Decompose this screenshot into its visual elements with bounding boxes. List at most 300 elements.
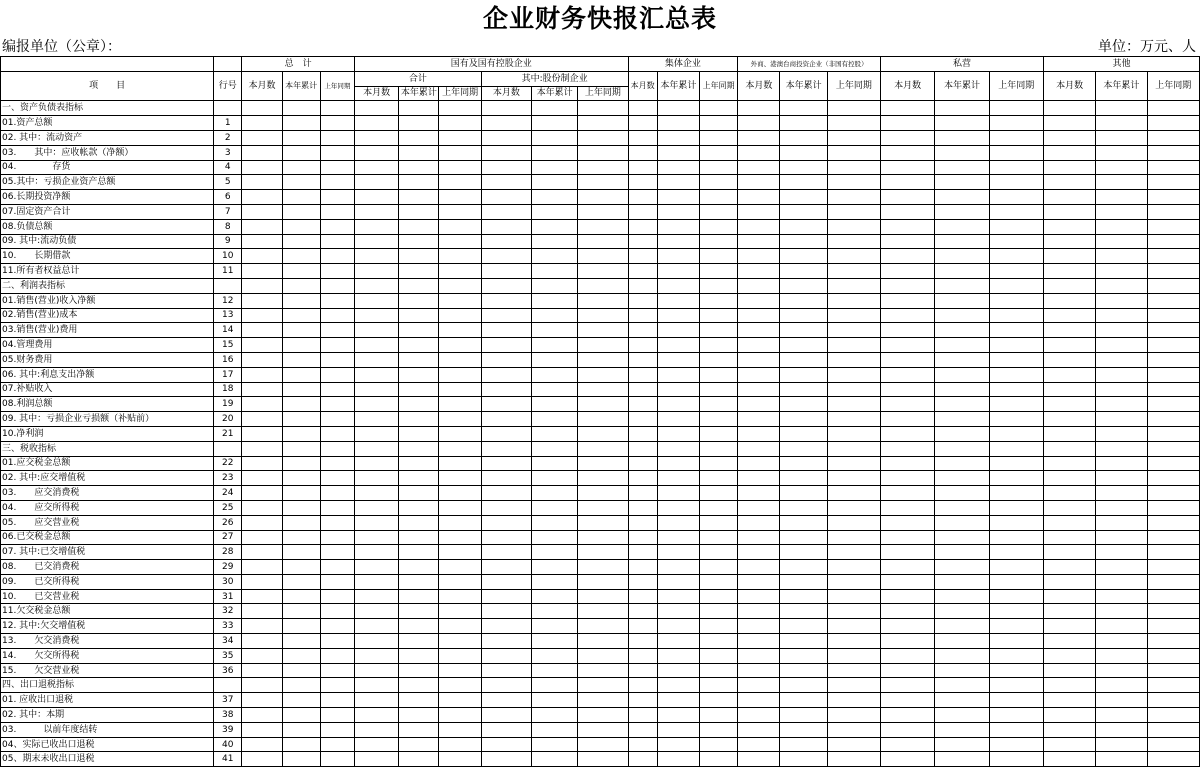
value-cell[interactable] [699, 604, 737, 619]
value-cell[interactable] [531, 397, 577, 412]
value-cell[interactable] [780, 101, 827, 116]
value-cell[interactable] [1096, 752, 1147, 767]
value-cell[interactable] [881, 619, 935, 634]
value-cell[interactable] [320, 190, 354, 205]
value-cell[interactable] [827, 486, 880, 501]
value-cell[interactable] [827, 708, 880, 723]
value-cell[interactable] [1096, 604, 1147, 619]
value-cell[interactable] [628, 367, 657, 382]
value-cell[interactable] [780, 367, 827, 382]
value-cell[interactable] [1043, 471, 1095, 486]
value-cell[interactable] [355, 471, 399, 486]
value-cell[interactable] [780, 663, 827, 678]
value-cell[interactable] [738, 367, 780, 382]
value-cell[interactable] [657, 619, 699, 634]
value-cell[interactable] [1043, 264, 1095, 279]
value-cell[interactable] [355, 293, 399, 308]
value-cell[interactable] [699, 352, 737, 367]
value-cell[interactable] [481, 752, 531, 767]
value-cell[interactable] [657, 589, 699, 604]
value-cell[interactable] [699, 293, 737, 308]
value-cell[interactable] [1043, 278, 1095, 293]
value-cell[interactable] [355, 722, 399, 737]
value-cell[interactable] [578, 500, 628, 515]
value-cell[interactable] [827, 278, 880, 293]
value-cell[interactable] [399, 219, 439, 234]
value-cell[interactable] [439, 367, 481, 382]
value-cell[interactable] [738, 219, 780, 234]
value-cell[interactable] [481, 545, 531, 560]
value-cell[interactable] [657, 264, 699, 279]
value-cell[interactable] [481, 249, 531, 264]
value-cell[interactable] [780, 352, 827, 367]
value-cell[interactable] [1147, 530, 1199, 545]
value-cell[interactable] [282, 530, 320, 545]
value-cell[interactable] [282, 204, 320, 219]
value-cell[interactable] [989, 648, 1043, 663]
value-cell[interactable] [578, 397, 628, 412]
value-cell[interactable] [881, 722, 935, 737]
value-cell[interactable] [935, 530, 989, 545]
value-cell[interactable] [355, 204, 399, 219]
value-cell[interactable] [282, 338, 320, 353]
value-cell[interactable] [399, 634, 439, 649]
value-cell[interactable] [439, 648, 481, 663]
value-cell[interactable] [657, 190, 699, 205]
value-cell[interactable] [657, 234, 699, 249]
value-cell[interactable] [578, 278, 628, 293]
value-cell[interactable] [827, 693, 880, 708]
value-cell[interactable] [320, 382, 354, 397]
value-cell[interactable] [282, 116, 320, 131]
value-cell[interactable] [355, 515, 399, 530]
value-cell[interactable] [628, 708, 657, 723]
value-cell[interactable] [935, 604, 989, 619]
value-cell[interactable] [481, 604, 531, 619]
value-cell[interactable] [989, 589, 1043, 604]
value-cell[interactable] [827, 382, 880, 397]
value-cell[interactable] [320, 634, 354, 649]
value-cell[interactable] [827, 130, 880, 145]
value-cell[interactable] [989, 278, 1043, 293]
value-cell[interactable] [481, 560, 531, 575]
value-cell[interactable] [399, 708, 439, 723]
value-cell[interactable] [282, 323, 320, 338]
value-cell[interactable] [578, 471, 628, 486]
value-cell[interactable] [481, 175, 531, 190]
value-cell[interactable] [399, 160, 439, 175]
value-cell[interactable] [989, 293, 1043, 308]
value-cell[interactable] [282, 249, 320, 264]
value-cell[interactable] [628, 471, 657, 486]
value-cell[interactable] [1147, 352, 1199, 367]
value-cell[interactable] [399, 545, 439, 560]
value-cell[interactable] [399, 693, 439, 708]
value-cell[interactable] [355, 278, 399, 293]
value-cell[interactable] [657, 130, 699, 145]
value-cell[interactable] [827, 752, 880, 767]
value-cell[interactable] [578, 708, 628, 723]
value-cell[interactable] [699, 486, 737, 501]
value-cell[interactable] [935, 515, 989, 530]
value-cell[interactable] [531, 426, 577, 441]
value-cell[interactable] [282, 219, 320, 234]
value-cell[interactable] [242, 293, 282, 308]
value-cell[interactable] [439, 204, 481, 219]
value-cell[interactable] [1147, 737, 1199, 752]
value-cell[interactable] [738, 101, 780, 116]
value-cell[interactable] [355, 338, 399, 353]
value-cell[interactable] [780, 249, 827, 264]
value-cell[interactable] [242, 412, 282, 427]
value-cell[interactable] [320, 308, 354, 323]
value-cell[interactable] [881, 441, 935, 456]
value-cell[interactable] [738, 560, 780, 575]
value-cell[interactable] [738, 204, 780, 219]
value-cell[interactable] [657, 308, 699, 323]
value-cell[interactable] [657, 634, 699, 649]
value-cell[interactable] [1096, 101, 1147, 116]
value-cell[interactable] [1043, 560, 1095, 575]
value-cell[interactable] [282, 545, 320, 560]
value-cell[interactable] [242, 737, 282, 752]
value-cell[interactable] [439, 663, 481, 678]
value-cell[interactable] [320, 752, 354, 767]
value-cell[interactable] [738, 130, 780, 145]
value-cell[interactable] [439, 589, 481, 604]
value-cell[interactable] [282, 752, 320, 767]
value-cell[interactable] [935, 160, 989, 175]
value-cell[interactable] [628, 456, 657, 471]
value-cell[interactable] [578, 619, 628, 634]
value-cell[interactable] [578, 604, 628, 619]
value-cell[interactable] [1043, 397, 1095, 412]
value-cell[interactable] [738, 338, 780, 353]
value-cell[interactable] [989, 264, 1043, 279]
value-cell[interactable] [242, 589, 282, 604]
value-cell[interactable] [399, 352, 439, 367]
value-cell[interactable] [738, 308, 780, 323]
value-cell[interactable] [881, 367, 935, 382]
value-cell[interactable] [738, 352, 780, 367]
value-cell[interactable] [1043, 708, 1095, 723]
value-cell[interactable] [628, 693, 657, 708]
value-cell[interactable] [657, 456, 699, 471]
value-cell[interactable] [628, 293, 657, 308]
value-cell[interactable] [738, 574, 780, 589]
value-cell[interactable] [989, 382, 1043, 397]
value-cell[interactable] [399, 441, 439, 456]
value-cell[interactable] [1043, 234, 1095, 249]
value-cell[interactable] [1043, 634, 1095, 649]
value-cell[interactable] [989, 486, 1043, 501]
value-cell[interactable] [320, 249, 354, 264]
value-cell[interactable] [1043, 589, 1095, 604]
value-cell[interactable] [242, 323, 282, 338]
value-cell[interactable] [531, 752, 577, 767]
value-cell[interactable] [1147, 545, 1199, 560]
value-cell[interactable] [355, 101, 399, 116]
value-cell[interactable] [628, 604, 657, 619]
value-cell[interactable] [578, 456, 628, 471]
value-cell[interactable] [657, 293, 699, 308]
value-cell[interactable] [355, 545, 399, 560]
value-cell[interactable] [881, 116, 935, 131]
value-cell[interactable] [320, 530, 354, 545]
value-cell[interactable] [827, 264, 880, 279]
value-cell[interactable] [738, 589, 780, 604]
value-cell[interactable] [282, 515, 320, 530]
value-cell[interactable] [439, 604, 481, 619]
value-cell[interactable] [989, 752, 1043, 767]
value-cell[interactable] [320, 486, 354, 501]
value-cell[interactable] [780, 693, 827, 708]
value-cell[interactable] [355, 308, 399, 323]
value-cell[interactable] [531, 722, 577, 737]
value-cell[interactable] [780, 486, 827, 501]
value-cell[interactable] [282, 367, 320, 382]
value-cell[interactable] [780, 441, 827, 456]
value-cell[interactable] [320, 678, 354, 693]
value-cell[interactable] [1096, 234, 1147, 249]
value-cell[interactable] [657, 175, 699, 190]
value-cell[interactable] [1147, 367, 1199, 382]
value-cell[interactable] [439, 486, 481, 501]
value-cell[interactable] [531, 708, 577, 723]
value-cell[interactable] [827, 722, 880, 737]
value-cell[interactable] [780, 589, 827, 604]
value-cell[interactable] [399, 604, 439, 619]
value-cell[interactable] [578, 293, 628, 308]
value-cell[interactable] [935, 204, 989, 219]
value-cell[interactable] [1147, 308, 1199, 323]
value-cell[interactable] [780, 160, 827, 175]
value-cell[interactable] [320, 708, 354, 723]
value-cell[interactable] [399, 530, 439, 545]
value-cell[interactable] [780, 219, 827, 234]
value-cell[interactable] [657, 752, 699, 767]
value-cell[interactable] [827, 545, 880, 560]
value-cell[interactable] [989, 204, 1043, 219]
value-cell[interactable] [881, 264, 935, 279]
value-cell[interactable] [657, 219, 699, 234]
value-cell[interactable] [780, 737, 827, 752]
value-cell[interactable] [628, 382, 657, 397]
value-cell[interactable] [628, 412, 657, 427]
value-cell[interactable] [738, 678, 780, 693]
value-cell[interactable] [481, 471, 531, 486]
value-cell[interactable] [399, 145, 439, 160]
value-cell[interactable] [780, 530, 827, 545]
value-cell[interactable] [439, 308, 481, 323]
value-cell[interactable] [242, 634, 282, 649]
value-cell[interactable] [355, 574, 399, 589]
value-cell[interactable] [578, 382, 628, 397]
value-cell[interactable] [531, 264, 577, 279]
value-cell[interactable] [1147, 219, 1199, 234]
value-cell[interactable] [282, 648, 320, 663]
value-cell[interactable] [578, 338, 628, 353]
value-cell[interactable] [282, 160, 320, 175]
value-cell[interactable] [399, 589, 439, 604]
value-cell[interactable] [282, 101, 320, 116]
value-cell[interactable] [935, 234, 989, 249]
value-cell[interactable] [989, 737, 1043, 752]
value-cell[interactable] [881, 634, 935, 649]
value-cell[interactable] [827, 530, 880, 545]
value-cell[interactable] [1096, 560, 1147, 575]
value-cell[interactable] [320, 604, 354, 619]
value-cell[interactable] [531, 116, 577, 131]
value-cell[interactable] [355, 234, 399, 249]
value-cell[interactable] [481, 456, 531, 471]
value-cell[interactable] [657, 604, 699, 619]
value-cell[interactable] [989, 693, 1043, 708]
value-cell[interactable] [1096, 338, 1147, 353]
value-cell[interactable] [481, 323, 531, 338]
value-cell[interactable] [242, 678, 282, 693]
value-cell[interactable] [699, 752, 737, 767]
value-cell[interactable] [399, 116, 439, 131]
value-cell[interactable] [531, 678, 577, 693]
value-cell[interactable] [578, 160, 628, 175]
value-cell[interactable] [780, 293, 827, 308]
value-cell[interactable] [935, 486, 989, 501]
value-cell[interactable] [1096, 456, 1147, 471]
value-cell[interactable] [989, 560, 1043, 575]
value-cell[interactable] [827, 648, 880, 663]
value-cell[interactable] [531, 145, 577, 160]
value-cell[interactable] [780, 500, 827, 515]
value-cell[interactable] [699, 589, 737, 604]
value-cell[interactable] [935, 619, 989, 634]
value-cell[interactable] [881, 486, 935, 501]
value-cell[interactable] [242, 175, 282, 190]
value-cell[interactable] [481, 116, 531, 131]
value-cell[interactable] [481, 663, 531, 678]
value-cell[interactable] [628, 160, 657, 175]
value-cell[interactable] [881, 160, 935, 175]
value-cell[interactable] [578, 752, 628, 767]
value-cell[interactable] [780, 560, 827, 575]
value-cell[interactable] [355, 663, 399, 678]
value-cell[interactable] [399, 397, 439, 412]
value-cell[interactable] [1147, 663, 1199, 678]
value-cell[interactable] [657, 249, 699, 264]
value-cell[interactable] [399, 663, 439, 678]
value-cell[interactable] [827, 574, 880, 589]
value-cell[interactable] [780, 308, 827, 323]
value-cell[interactable] [320, 441, 354, 456]
value-cell[interactable] [989, 441, 1043, 456]
value-cell[interactable] [699, 175, 737, 190]
value-cell[interactable] [439, 515, 481, 530]
value-cell[interactable] [399, 101, 439, 116]
value-cell[interactable] [399, 338, 439, 353]
value-cell[interactable] [699, 648, 737, 663]
value-cell[interactable] [628, 619, 657, 634]
value-cell[interactable] [989, 397, 1043, 412]
value-cell[interactable] [399, 264, 439, 279]
value-cell[interactable] [1096, 190, 1147, 205]
value-cell[interactable] [827, 190, 880, 205]
value-cell[interactable] [1096, 204, 1147, 219]
value-cell[interactable] [1043, 530, 1095, 545]
value-cell[interactable] [1147, 101, 1199, 116]
value-cell[interactable] [881, 648, 935, 663]
value-cell[interactable] [935, 352, 989, 367]
value-cell[interactable] [399, 574, 439, 589]
value-cell[interactable] [628, 145, 657, 160]
value-cell[interactable] [320, 234, 354, 249]
value-cell[interactable] [481, 264, 531, 279]
value-cell[interactable] [242, 382, 282, 397]
value-cell[interactable] [827, 101, 880, 116]
value-cell[interactable] [439, 352, 481, 367]
value-cell[interactable] [1096, 530, 1147, 545]
value-cell[interactable] [1147, 441, 1199, 456]
value-cell[interactable] [989, 234, 1043, 249]
value-cell[interactable] [531, 515, 577, 530]
value-cell[interactable] [827, 456, 880, 471]
value-cell[interactable] [935, 574, 989, 589]
value-cell[interactable] [355, 426, 399, 441]
value-cell[interactable] [439, 737, 481, 752]
value-cell[interactable] [242, 160, 282, 175]
value-cell[interactable] [657, 737, 699, 752]
value-cell[interactable] [628, 486, 657, 501]
value-cell[interactable] [827, 234, 880, 249]
value-cell[interactable] [935, 397, 989, 412]
value-cell[interactable] [439, 426, 481, 441]
value-cell[interactable] [1147, 604, 1199, 619]
value-cell[interactable] [242, 604, 282, 619]
value-cell[interactable] [628, 308, 657, 323]
value-cell[interactable] [699, 678, 737, 693]
value-cell[interactable] [1096, 323, 1147, 338]
value-cell[interactable] [320, 367, 354, 382]
value-cell[interactable] [881, 382, 935, 397]
value-cell[interactable] [282, 486, 320, 501]
value-cell[interactable] [320, 648, 354, 663]
value-cell[interactable] [1096, 693, 1147, 708]
value-cell[interactable] [881, 145, 935, 160]
value-cell[interactable] [935, 338, 989, 353]
value-cell[interactable] [989, 367, 1043, 382]
value-cell[interactable] [699, 574, 737, 589]
value-cell[interactable] [320, 160, 354, 175]
value-cell[interactable] [481, 382, 531, 397]
value-cell[interactable] [699, 441, 737, 456]
value-cell[interactable] [282, 426, 320, 441]
value-cell[interactable] [1096, 486, 1147, 501]
value-cell[interactable] [439, 323, 481, 338]
value-cell[interactable] [628, 116, 657, 131]
value-cell[interactable] [1147, 278, 1199, 293]
value-cell[interactable] [738, 634, 780, 649]
value-cell[interactable] [355, 693, 399, 708]
value-cell[interactable] [628, 545, 657, 560]
value-cell[interactable] [780, 648, 827, 663]
value-cell[interactable] [1147, 264, 1199, 279]
value-cell[interactable] [320, 397, 354, 412]
value-cell[interactable] [399, 752, 439, 767]
value-cell[interactable] [827, 338, 880, 353]
value-cell[interactable] [531, 382, 577, 397]
value-cell[interactable] [439, 234, 481, 249]
value-cell[interactable] [1096, 145, 1147, 160]
value-cell[interactable] [738, 456, 780, 471]
